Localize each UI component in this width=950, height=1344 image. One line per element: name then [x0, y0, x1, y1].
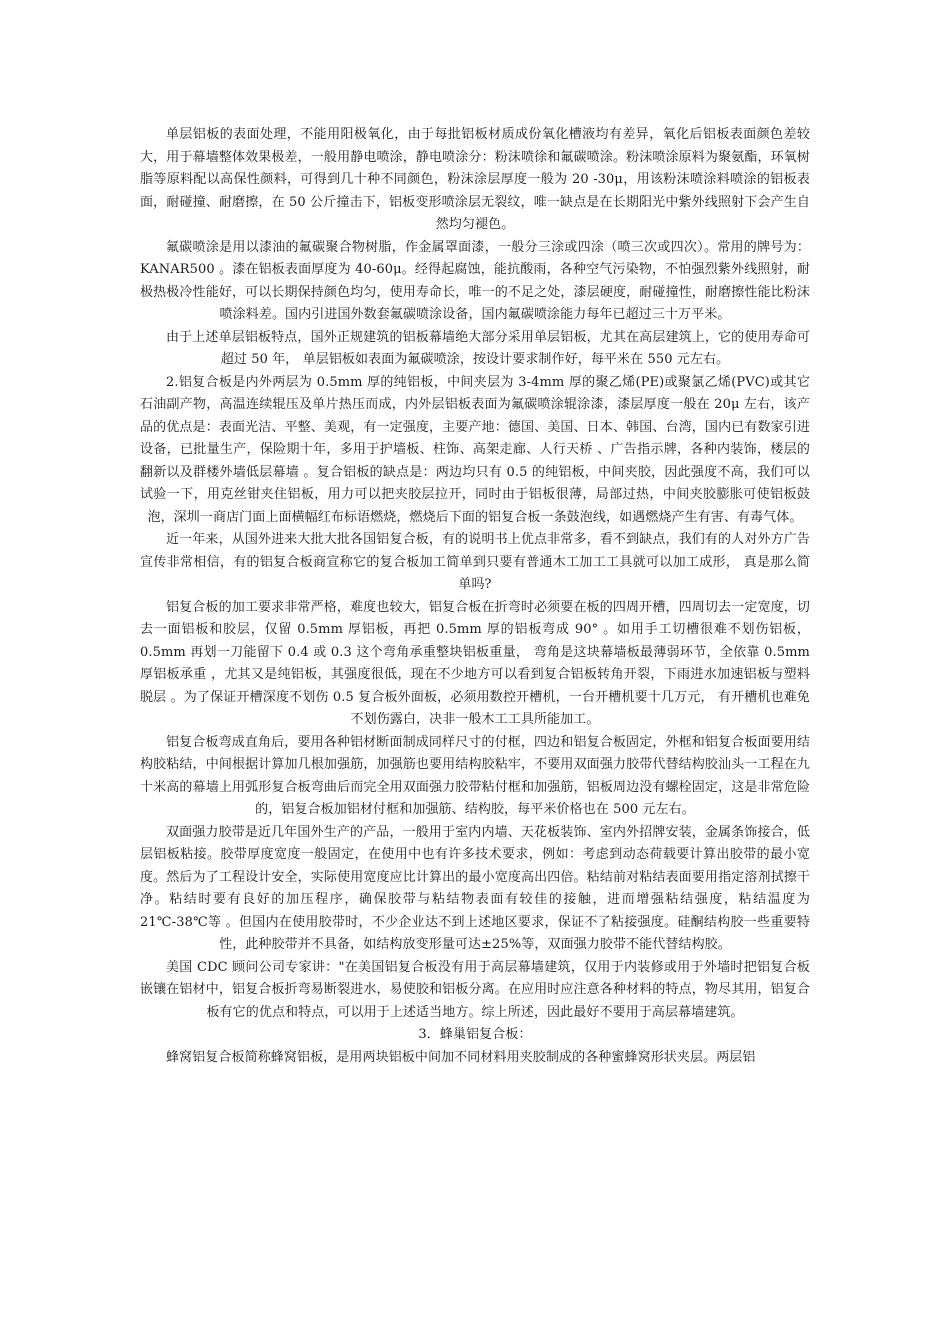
- paragraph-subframe: 铝复合板弯成直角后，要用各种铝材断面制成同样尺寸的付框，四边和铝复合板固定，外框和铝复合板面要用结构胶粘结，中间根据计算加几根加强筋，加强筋也要用结构胶粘牢，不要用双面强力胶带代替结构胶汕头一工程在九十米高的幕墙上用弧形复合板弯曲后而完全用双面强力胶带粘付框和加强筋，铝板周边没有螺栓固定，这是非常危险的，铝复合板加铝材付框和加强筋、结构胶，每平米价格也在 500 元左右。: [140, 734, 810, 817]
- paragraph-cdc-expert: 美国 CDC 顾问公司专家讲："在美国铝复合板没有用于高层幕墙建筑，仅用于内装修或用于外墙时把铝复合板嵌镶在铝材中，铝复合板折弯易断裂进水，易使胶和铝板分离。在应用时应注意各种材料的特点，物尽其用，铝复合板有它的优点和特点，可以用于上述适当地方。综上所述，因此最好不要用于高层幕墙建筑。: [140, 959, 810, 1020]
- paragraph-honeycomb: 蜂窝铝复合板简称蜂窝铝板，是用两块铝板中间加不同材料用夹胶制成的各种蜜蜂窝形状夹层。两层铝: [166, 1049, 756, 1065]
- paragraph-single-layer-summary: 由于上述单层铝板特点，国外正规建筑的铝板幕墙绝大部分采用单层铝板，尤其在高层建筑上，它的使用寿命可超过 50 年， 单层铝板如表面为氟碳喷涂，按设计要求制作好，每平米在 550 元左右。: [166, 329, 810, 367]
- paragraph-composite-panel: 2.铝复合板是内外两层为 0.5mm 厚的纯铝板，中间夹层为 3-4mm 厚的聚乙烯(PE)或聚氯乙烯(PVC)或其它石油副产物，高温连续辊压及单片热压而成，内外层铝板表面为氟碳喷涂辊涂漆，漆层厚度一般在 20μ 左右，该产品的优点是：表面光洁、平整、美观，有一定强度，主要产地：德国、美国、日本、韩国、台湾，国内已有数家引进设备，已批量生产，保险期十年，多用于护墙板、柱饰、高架走廊、人行天桥 、广告指示牌，各种内装饰，楼层的翻新以及群楼外墙低层幕墙 。复合铝板的缺点是：两边均只有 0.5 的纯铝板，中间夹胶，因此强度不高，我们可以试验一下，用克丝钳夹住铝板，用力可以把夹胶层拉开，同时由于铝板很薄，局部过热，中间夹胶膨胀可使铝板鼓泡，深圳一商店门面上面横幅红布标语燃烧，燃烧后下面的铝复合板一条鼓泡线，如遇燃烧产生有害、有毒气体。: [140, 374, 810, 525]
- section-heading-honeycomb: 3．蜂巢铝复合板：: [418, 1027, 532, 1042]
- paragraph-single-layer-surface: 单层铝板的表面处理，不能用阳极氧化，由于每批铝板材质成份氧化槽液均有差异，氧化后铝板表面颜色差较大，用于幕墙整体效果极差，一般用静电喷涂，静电喷涂分：粉沫喷徐和氟碳喷涂。粉沫喷涂原料为聚氨酯，环氧树脂等原料配以高保性颜料，可得到几十种不同颜色，粉沫涂层厚度一般为 20 -30μ，用该粉沫喷涂料喷涂的铝板表面，耐碰撞、耐磨擦，在 50 公斤撞击下，铝板变形喷涂层无裂纹，唯一缺点是在长期阳光中紫外线照射下会产生自然均匀褪色。: [140, 127, 810, 232]
- paragraph-fluorocarbon-coating: 氟碳喷涂是用以漆油的氟碳聚合物树脂，作金属罩面漆，一般分三涂或四涂（喷三次或四次）。常用的牌号为：KANAR500 。漆在铝板表面厚度为 40-60μ。经得起腐蚀，能抗酸雨，各种空气污染物，不怕强烈紫外线照射，耐极热极冷性能好，可以长期保持颜色均匀，使用寿命长，唯一的不足之处，漆层硬度，耐碰撞性，耐磨擦性能比粉沫喷涂料差。国内引进国外数套氟碳喷涂设备，国内氟碳喷涂能力每年已超过三十万平米。: [140, 239, 810, 322]
- paragraph-imports: 近一年来，从国外进来大批大批各国铝复合板，有的说明书上优点非常多，看不到缺点，我们有的人对外方广告宣传非常相信，有的铝复合板商宣称它的复合板加工简单到只要有普通木工加工工具就可以加工成形， 真是那么简单吗?: [140, 532, 810, 592]
- document-page: [140, 124, 810, 1069]
- paragraph-double-sided-tape: 双面强力胶带是近几年国外生产的产品，一般用于室内内墙、天花板装饰、室内外招牌安装，金属条饰接合，低层铝板粘接。胶带厚度宽度一般固定，在使用中也有许多技术要求，例如：考虑到动态荷载要计算出胶带的最小宽度。然后为了工程设计安全，实际使用宽度应比计算出的最小宽度高出四倍。粘结前对粘结表面要用指定溶剂拭擦干净。粘结时要有良好的加压程序，确保胶带与粘结物表面有较佳的接触，进而增强粘结强度，粘结温度为 21℃-38℃等 。但国内在使用胶带时，不少企业达不到上述地区要求，保证不了粘接强度。硅酮结构胶一些重要特性，此种胶带并不具备，如结构放变形量可达±25%等，双面强力胶带不能代替结构胶。: [140, 824, 810, 952]
- paragraph-processing: 铝复合板的加工要求非常严格，难度也较大，铝复合板在折弯时必须要在板的四周开槽，四周切去一定宽度，切去一面铝板和胶层，仅留 0.5mm 厚铝板，再把 0.5mm 厚的铝板弯成 90° 。如用手工切槽很难不划伤铝板，0.5mm 再划一刀能留下 0.4 或 0.3 这个弯角承重整块铝板重量， 弯角是这块幕墙板最薄弱环节，全依靠 0.5mm 厚铝板承重 ，尤其又是纯铝板，其强度很低，现在不少地方可以看到复合铝板转角开裂，下雨进水加速铝板与塑料脱层 。为了保证开槽深度不划伤 0.5 复合板外面板，必须用数控开槽机，一台开槽机要十几万元， 有开槽机也难免不划伤露白，决非一般木工工具所能加工。: [140, 599, 810, 727]
